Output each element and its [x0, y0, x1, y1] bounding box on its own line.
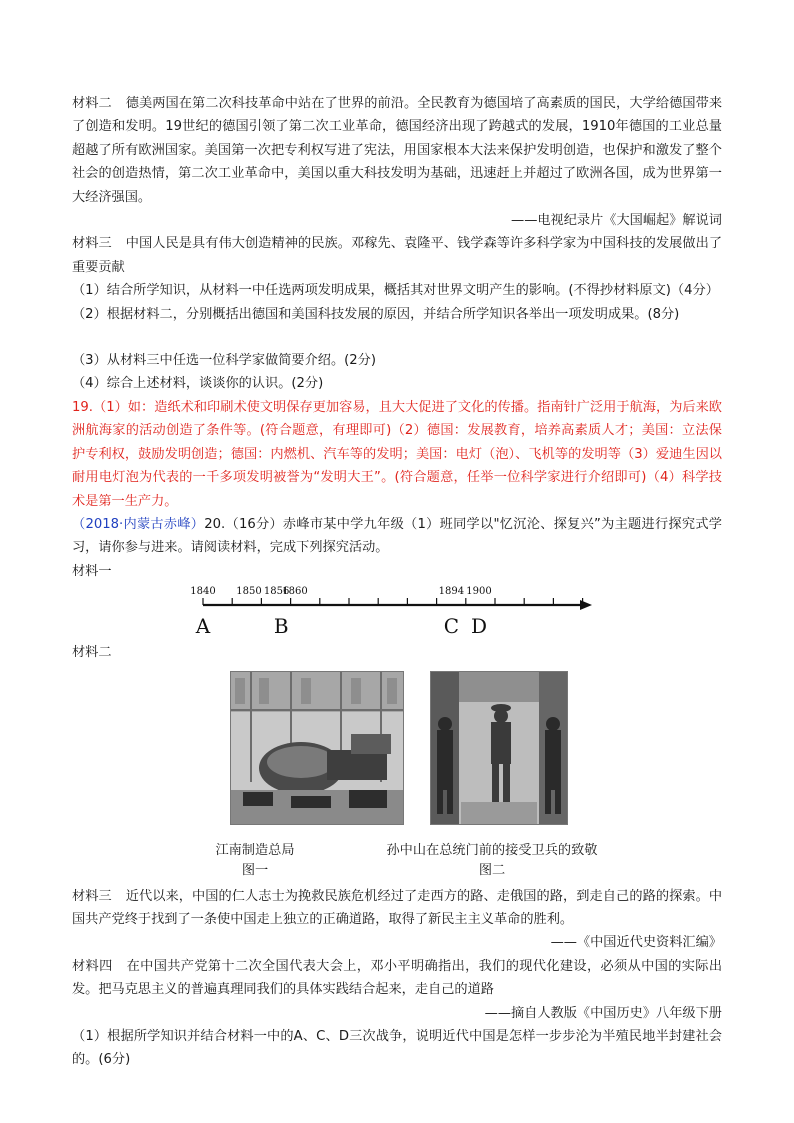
question20-source-tag: （2018·内蒙古赤峰）: [72, 516, 205, 532]
timeline-year-label: 1900: [466, 586, 492, 598]
question19-3: （3）从材料三中任选一位科学家做简要介绍。(2分): [72, 353, 377, 369]
figure2-caption: 孙中山在总统门前的接受卫兵的致敬: [386, 842, 598, 858]
timeline-letter: A: [195, 614, 211, 639]
material2-paragraph: [72, 92, 722, 209]
answer19: 19.（1）如：造纸术和印刷术使文明保存更加容易，且大大促进了文化的传播。指南针广泛用于航海，为后来欧洲航海家的活动创造了条件等。(符合题意，有理即可)（2）德国：发展教育，培养高素质人才；美国：立法保护专利权，鼓励发明创造；德国：内燃机、汽车等的发明；美国：电灯（泡）、飞机等的发明等（3）爱迪生因以耐用电灯泡为代表的一千多项发明被誉为“发明大王”。(符合题意，任举一位科学家进行介绍即可)（4）科学技术是第一生产力。: [72, 399, 722, 509]
factory-illustration: [231, 672, 403, 824]
sun-yatsen-photo: [430, 671, 568, 825]
material4-source: ——摘自人教版《中国历史》八年级下册: [484, 1005, 722, 1021]
timeline-year-label: 1894: [438, 586, 465, 598]
timeline-svg: [72, 585, 722, 641]
material3-paragraph: [72, 232, 722, 279]
photo-captions: [72, 841, 722, 885]
document-page: [72, 92, 722, 1072]
material3-label: 材料三: [72, 236, 112, 252]
guards-illustration: [431, 672, 567, 824]
timeline-year-label: 1856: [263, 586, 290, 598]
figure1-caption: 江南制造总局: [215, 842, 295, 858]
material1-label: 材料一: [72, 563, 112, 579]
material4-text: 在中国共产党第十二次全国代表大会上，邓小平明确指出，我们的现代化建设，必须从中国的实际出发。把马克思主义的普遍真理同我们的具体实践结合起来，走自己的道路: [72, 958, 723, 998]
material2b-label: 材料二: [72, 645, 112, 661]
material2-label: 材料二: [72, 96, 112, 111]
timeline-year-label: 1850: [236, 586, 262, 598]
timeline-figure: [72, 585, 722, 641]
timeline-letter: D: [470, 614, 488, 639]
photo-row: [72, 671, 722, 841]
material3b-label: 材料三: [72, 888, 112, 904]
jiangnan-arsenal-photo: [230, 671, 404, 825]
figure2-caption-block: [372, 841, 612, 881]
material3b-source: ——《中国近代史资料汇编》: [550, 935, 722, 951]
question20-text: 20.（16分）赤峰市某中学九年级（1）班同学以"忆沉沦、探复兴”为主题进行探究式学习，请你参与进来。请阅读材料，完成下列探究活动。: [72, 516, 722, 556]
spacer: [72, 326, 722, 349]
figure2-label: 图二: [478, 862, 506, 878]
figure1-caption-block: [200, 841, 310, 881]
material2-text: 德美两国在第二次科技革命中站在了世界的前沿。全民教育为德国培了高素质的国民，大学给德国带来了创造和发明。19世纪的德国引领了第二次工业革命，德国经济出现了跨越式的发展，1910年德国的工业总量超越了所有欧洲国家。美国第一次把专利权写进了宪法，用国家根本大法来保护发明创造，也保护和激发了整个社会的创造热情，第二次工业革命中，美国以重大科技发明为基础，迅速赶上并超过了欧洲各国，成为世界第一大经济强国。: [72, 96, 723, 205]
question19-1: （1）结合所学知识，从材料一中任选两项发明成果，概括其对世界文明产生的影响。(不得抄材料原文)（4分）: [72, 283, 719, 299]
question19-4: （4）综合上述材料，谈谈你的认识。(2分): [72, 376, 324, 392]
timeline-letter: C: [443, 614, 460, 639]
material4-label: 材料四: [72, 958, 113, 974]
material3b-text: 近代以来，中国的仁人志士为挽救民族危机经过了走西方的路、走俄国的路，到走自己的路的探索。中国共产党终于找到了一条使中国走上独立的正确道路，取得了新民主主义革命的胜利。: [72, 888, 723, 927]
timeline-year-label: 1860: [282, 586, 308, 598]
material4-paragraph: [72, 955, 722, 1002]
timeline-letter: B: [273, 614, 289, 639]
timeline-arrow: [580, 600, 592, 610]
figure1-label: 图一: [241, 862, 269, 878]
question19-2: （2）根据材料二，分别概括出德国和美国科技发展的原因，并结合所学知识各举出一项发明成果。(8分): [72, 306, 680, 322]
material3b-paragraph: [72, 885, 722, 932]
question20-intro: [72, 513, 722, 560]
question20-1: （1）根据所学知识并结合材料一中的A、C、D三次战争，说明近代中国是怎样一步步沦为半殖民地半封建社会的。(6分): [72, 1028, 722, 1068]
material3-text: 中国人民是具有伟大创造精神的民族。邓稼先、袁隆平、钱学森等许多科学家为中国科技的发展做出了重要贡献: [72, 236, 723, 275]
material2-source: ——电视纪录片《大国崛起》解说词: [511, 213, 722, 229]
timeline-year-label: 1840: [190, 586, 216, 598]
